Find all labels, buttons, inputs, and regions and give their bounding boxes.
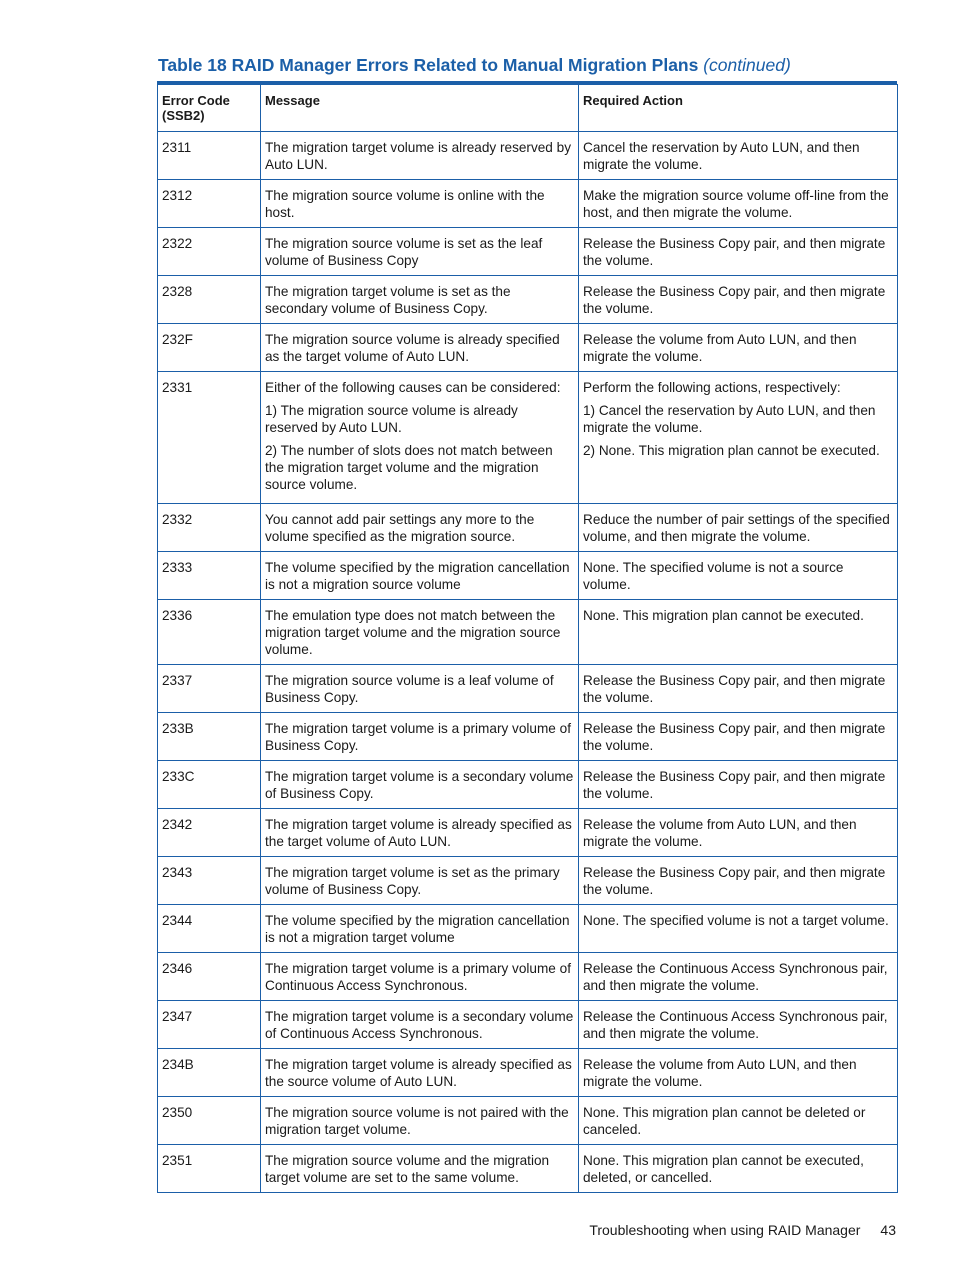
error-code-cell: 2350	[158, 1097, 261, 1145]
action-text: Reduce the number of pair settings of the specified volume, and then migrate the volume.	[583, 512, 890, 544]
action-text: Release the Business Copy pair, and then migrate the volume.	[583, 721, 886, 753]
message-text: The migration target volume is set as the primary volume of Business Copy.	[265, 865, 560, 897]
message-cell	[261, 665, 579, 713]
action-cell	[579, 1049, 898, 1097]
action-cell	[579, 372, 898, 504]
message-cell	[261, 1097, 579, 1145]
message-text: The migration target volume is a primary volume of Continuous Access Synchronous.	[265, 961, 571, 993]
message-text: Either of the following causes can be considered:	[265, 380, 561, 395]
action-text: Cancel the reservation by Auto LUN, and then migrate the volume.	[583, 140, 860, 172]
error-code-cell: 2311	[158, 132, 261, 180]
table-caption	[158, 55, 898, 76]
table-row	[158, 600, 898, 665]
table-row	[158, 953, 898, 1001]
table-row	[158, 180, 898, 228]
message-text: The migration target volume is already specified as the source volume of Auto LUN.	[265, 1057, 572, 1089]
action-cell	[579, 665, 898, 713]
table-row	[158, 1049, 898, 1097]
message-cell	[261, 504, 579, 552]
message-text: The migration target volume is already reserved by Auto LUN.	[265, 140, 571, 172]
message-cell	[261, 1145, 579, 1193]
error-code-cell: 2322	[158, 228, 261, 276]
action-text: Release the volume from Auto LUN, and then migrate the volume.	[583, 817, 857, 849]
message-cell	[261, 761, 579, 809]
continued-label: (continued)	[703, 55, 791, 75]
error-code-cell: 2328	[158, 276, 261, 324]
error-code-cell: 2332	[158, 504, 261, 552]
header-message: Message	[261, 85, 579, 132]
message-cell	[261, 372, 579, 504]
action-cell	[579, 324, 898, 372]
message-text: The migration source volume and the migration target volume are set to the same volume.	[265, 1153, 550, 1185]
message-cell	[261, 857, 579, 905]
action-text: Release the Business Copy pair, and then migrate the volume.	[583, 769, 886, 801]
action-cell	[579, 600, 898, 665]
action-cell	[579, 713, 898, 761]
message-text: The migration source volume is not paired with the migration target volume.	[265, 1105, 569, 1137]
action-cell	[579, 132, 898, 180]
error-code-cell: 232F	[158, 324, 261, 372]
error-code-cell: 2351	[158, 1145, 261, 1193]
action-cell	[579, 504, 898, 552]
error-code-cell: 234B	[158, 1049, 261, 1097]
table-body	[158, 132, 898, 1193]
action-cell	[579, 809, 898, 857]
table-row	[158, 665, 898, 713]
message-cell	[261, 953, 579, 1001]
error-code-cell: 2312	[158, 180, 261, 228]
message-text: The migration target volume is already specified as the target volume of Auto LUN.	[265, 817, 572, 849]
table-row	[158, 1145, 898, 1193]
message-text: The migration target volume is a secondary volume of Business Copy.	[265, 769, 574, 801]
action-text: Release the Business Copy pair, and then migrate the volume.	[583, 284, 886, 316]
error-code-cell: 2347	[158, 1001, 261, 1049]
error-code-cell: 233B	[158, 713, 261, 761]
action-text: Release the Business Copy pair, and then migrate the volume.	[583, 236, 886, 268]
action-cell	[579, 953, 898, 1001]
error-code-cell: 233C	[158, 761, 261, 809]
action-cell	[579, 905, 898, 953]
message-text: 2) The number of slots does not match between the migration target volume and the migration source volume.	[265, 443, 553, 492]
message-text: The emulation type does not match between the migration target volume and the migration source volume.	[265, 608, 561, 657]
action-text: None. The specified volume is not a target volume.	[583, 913, 889, 928]
error-code-cell: 2331	[158, 372, 261, 504]
page-footer	[589, 1222, 896, 1238]
action-cell	[579, 761, 898, 809]
action-cell	[579, 228, 898, 276]
message-text: The migration target volume is a secondary volume of Continuous Access Synchronous.	[265, 1009, 574, 1041]
action-cell	[579, 1001, 898, 1049]
page-number: 43	[880, 1222, 896, 1238]
action-text: Release the volume from Auto LUN, and then migrate the volume.	[583, 332, 857, 364]
table-header-row	[158, 85, 898, 132]
table-row	[158, 761, 898, 809]
table-row	[158, 228, 898, 276]
message-cell	[261, 600, 579, 665]
table-row	[158, 372, 898, 504]
message-text: The migration source volume is set as the leaf volume of Business Copy	[265, 236, 543, 268]
action-text: Release the Business Copy pair, and then migrate the volume.	[583, 673, 886, 705]
message-cell	[261, 809, 579, 857]
message-text: 1) The migration source volume is already reserved by Auto LUN.	[265, 403, 518, 435]
message-text: The migration target volume is set as the secondary volume of Business Copy.	[265, 284, 511, 316]
action-cell	[579, 1145, 898, 1193]
table-row	[158, 276, 898, 324]
table-row	[158, 324, 898, 372]
error-code-cell: 2342	[158, 809, 261, 857]
message-text: The volume specified by the migration cancellation is not a migration target volume	[265, 913, 570, 945]
message-text: The migration source volume is a leaf volume of Business Copy.	[265, 673, 554, 705]
header-required-action: Required Action	[579, 85, 898, 132]
error-code-cell: 2343	[158, 857, 261, 905]
table-row	[158, 905, 898, 953]
message-cell	[261, 180, 579, 228]
message-text: The migration target volume is a primary volume of Business Copy.	[265, 721, 571, 753]
table-row	[158, 132, 898, 180]
action-text: Release the Continuous Access Synchronous pair, and then migrate the volume.	[583, 1009, 888, 1041]
table-row	[158, 857, 898, 905]
message-cell	[261, 228, 579, 276]
error-code-cell: 2337	[158, 665, 261, 713]
message-text: The migration source volume is already specified as the target volume of Auto LUN.	[265, 332, 560, 364]
action-cell	[579, 857, 898, 905]
action-text: None. This migration plan cannot be executed.	[583, 608, 864, 623]
message-cell	[261, 324, 579, 372]
action-text: Perform the following actions, respectively:	[583, 380, 841, 395]
message-cell	[261, 1001, 579, 1049]
table-row	[158, 809, 898, 857]
footer-section-title: Troubleshooting when using RAID Manager	[589, 1222, 861, 1238]
table-row	[158, 1001, 898, 1049]
action-cell	[579, 276, 898, 324]
table-title: Table 18 RAID Manager Errors Related to Manual Migration Plans	[158, 55, 699, 75]
action-cell	[579, 1097, 898, 1145]
error-code-cell: 2333	[158, 552, 261, 600]
error-table	[157, 84, 898, 1193]
table-row	[158, 504, 898, 552]
message-cell	[261, 552, 579, 600]
message-cell	[261, 713, 579, 761]
action-text: 2) None. This migration plan cannot be executed.	[583, 443, 880, 458]
action-text: None. This migration plan cannot be executed, deleted, or cancelled.	[583, 1153, 864, 1185]
table-row	[158, 1097, 898, 1145]
action-text: 1) Cancel the reservation by Auto LUN, and then migrate the volume.	[583, 403, 876, 435]
message-cell	[261, 905, 579, 953]
error-code-cell: 2344	[158, 905, 261, 953]
message-text: The volume specified by the migration cancellation is not a migration source volume	[265, 560, 570, 592]
action-text: None. The specified volume is not a source volume.	[583, 560, 844, 592]
error-code-cell: 2336	[158, 600, 261, 665]
table-row	[158, 552, 898, 600]
action-text: Release the Continuous Access Synchronous pair, and then migrate the volume.	[583, 961, 888, 993]
action-cell	[579, 552, 898, 600]
message-text: The migration source volume is online with the host.	[265, 188, 545, 220]
action-text: None. This migration plan cannot be deleted or canceled.	[583, 1105, 866, 1137]
message-text: You cannot add pair settings any more to the volume specified as the migration source.	[265, 512, 535, 544]
action-cell	[579, 180, 898, 228]
message-cell	[261, 132, 579, 180]
error-code-cell: 2346	[158, 953, 261, 1001]
message-cell	[261, 276, 579, 324]
header-error-code: Error Code (SSB2)	[158, 85, 261, 132]
action-text: Make the migration source volume off-line from the host, and then migrate the volume.	[583, 188, 889, 220]
action-text: Release the volume from Auto LUN, and then migrate the volume.	[583, 1057, 857, 1089]
message-cell	[261, 1049, 579, 1097]
table-row	[158, 713, 898, 761]
action-text: Release the Business Copy pair, and then migrate the volume.	[583, 865, 886, 897]
